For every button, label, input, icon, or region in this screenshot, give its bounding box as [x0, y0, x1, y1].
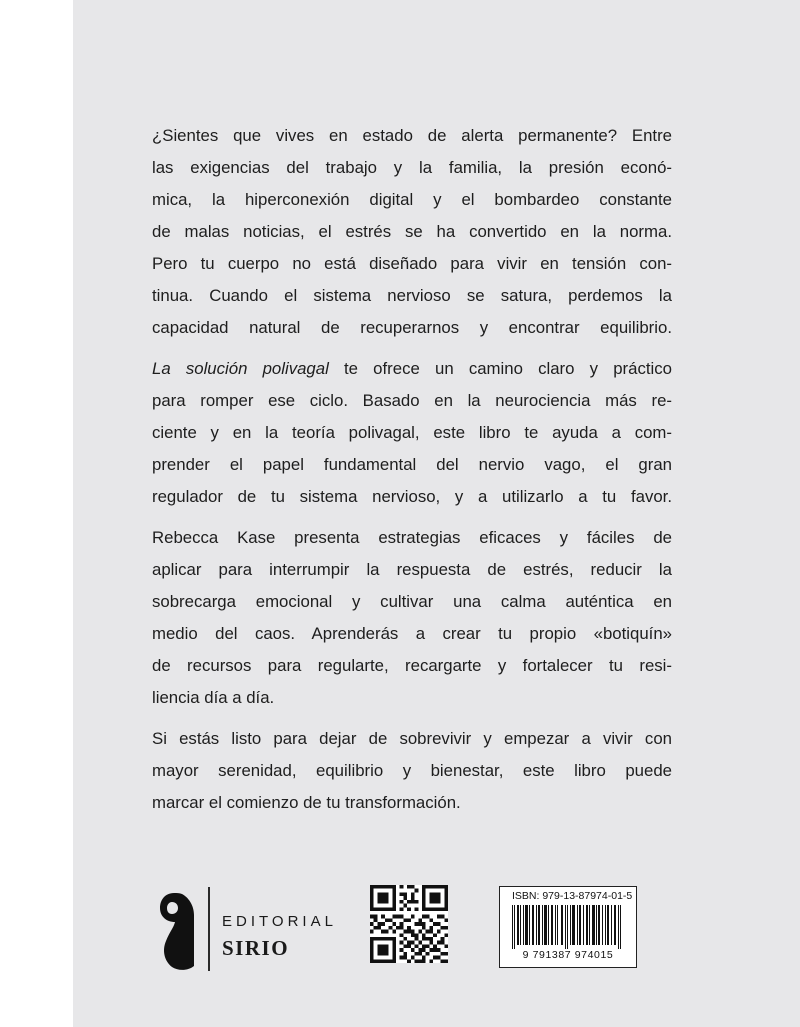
blurb-paragraph-4: [152, 723, 672, 819]
text-line: ¿Sientes que vives en estado de alerta permanente? Entre: [152, 126, 672, 145]
publisher-logo: [152, 885, 352, 970]
blurb-paragraph-1: [152, 120, 672, 344]
text-line: aplicar para interrumpir la respuesta de estrés, reducir la: [152, 560, 672, 579]
qr-code-icon: [370, 885, 448, 963]
text-line: Si estás listo para dejar de sobrevivir y empezar a vivir con: [152, 729, 672, 748]
logo-divider: [208, 887, 210, 971]
publisher-name-line1: EDITORIAL: [222, 913, 337, 930]
text-line: de recursos para regularte, recargarte y fortalecer tu resi-: [152, 656, 672, 675]
text-line: sobrecarga emocional y cultivar una calma auténtica en: [152, 592, 672, 611]
text-line: marcar el comienzo de tu transformación.: [152, 793, 461, 812]
text-line: ciente y en la teoría polivagal, este libro te ayuda a com-: [152, 423, 672, 442]
text-line: liencia día a día.: [152, 688, 275, 707]
text-line: medio del caos. Aprenderás a crear tu propio «botiquín»: [152, 624, 672, 643]
blurb-paragraph-3: [152, 522, 672, 714]
text-line: tinua. Cuando el sistema nervioso se satura, perdemos la: [152, 286, 672, 305]
text-line: capacidad natural de recuperarnos y encontrar equilibrio.: [152, 318, 672, 337]
text-fragment: te ofrece un camino claro y práctico: [328, 359, 672, 378]
blurb-text: [152, 120, 672, 828]
blurb-paragraph-2: [152, 353, 672, 513]
barcode-bars: [506, 905, 630, 949]
text-line: de malas noticias, el estrés se ha convertido en la norma.: [152, 222, 672, 241]
text-line: las exigencias del trabajo y la familia, la presión econó-: [152, 158, 672, 177]
text-line: [152, 353, 672, 385]
text-line: Rebecca Kase presenta estrategias eficaces y fáciles de: [152, 528, 672, 547]
book-title: La solución polivagal: [152, 359, 329, 378]
text-line: mica, la hiperconexión digital y el bombardeo constante: [152, 190, 672, 209]
publisher-name-line2: SIRIO: [222, 936, 290, 960]
isbn-label: ISBN: 979-13-87974-01-5: [512, 890, 633, 902]
text-line: mayor serenidad, equilibrio y bienestar, este libro puede: [152, 761, 672, 780]
swan-icon: [160, 893, 196, 971]
text-line: Pero tu cuerpo no está diseñado para vivir en tensión con-: [152, 254, 672, 273]
qr-code-graphic: [370, 885, 448, 963]
text-line: prender el papel fundamental del nervio vago, el gran: [152, 455, 672, 474]
text-line: regulador de tu sistema nervioso, y a utilizarlo a tu favor.: [152, 487, 672, 506]
text-line: para romper ese ciclo. Basado en la neurociencia más re-: [152, 391, 672, 410]
isbn-barcode: [499, 886, 637, 968]
barcode-digits: 9 791387 974015: [522, 949, 614, 961]
